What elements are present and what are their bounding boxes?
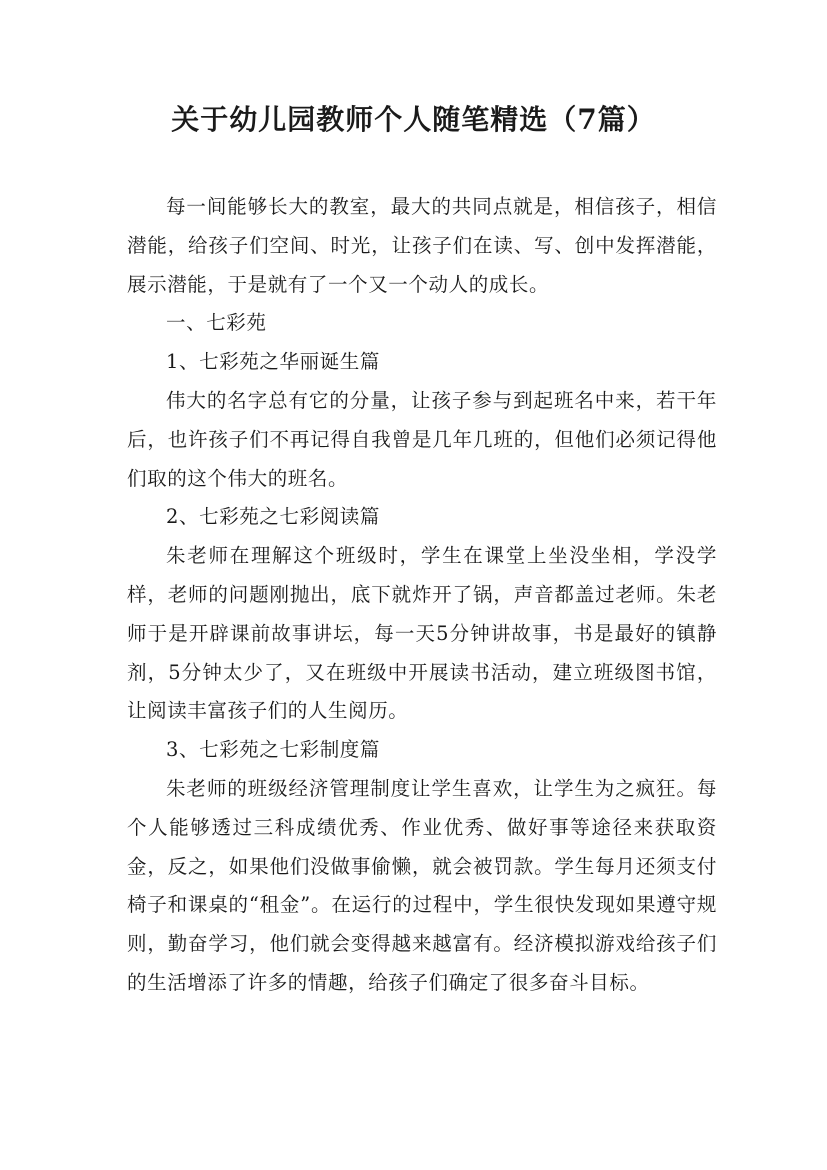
paragraph: 朱老师的班级经济管理制度让学生喜欢，让学生为之疯狂。每个人能够透过三科成绩优秀、作业优秀、做好事等途径来获取资金，反之，如果他们没做事偷懒，就会被罚款。学生每月还须支付椅子和课桌的“租金”。在运行的过程中，学生很快发现如果遵守规则，勤奋学习，他们就会变得越来越富有。经济模拟游戏给孩子们的生活增添了许多的情趣，给孩子们确定了很多奋斗目标。 [127,776,717,994]
document-body [127,188,717,1003]
subsection-heading: 2、七彩苑之七彩阅读篇 [166,505,381,529]
subsection-heading: 1、七彩苑之华丽诞生篇 [166,350,381,374]
paragraph: 朱老师在理解这个班级时，学生在课堂上坐没坐相，学没学样，老师的问题刚抛出，底下就炸开了锅，声音都盖过老师。朱老师于是开辟课前故事讲坛，每一天5分钟讲故事，书是最好的镇静剂，5分钟太少了，又在班级中开展读书活动，建立班级图书馆，让阅读丰富孩子们的人生阅历。 [127,544,717,723]
section-heading: 一、七彩苑 [166,311,267,335]
paragraph-intro: 每一间能够长大的教室，最大的共同点就是，相信孩子，相信潜能，给孩子们空间、时光，让孩子们在读、写、创中发挥潜能，展示潜能，于是就有了一个又一个动人的成长。 [127,195,717,296]
document-title: 关于幼儿园教师个人随笔精选（7篇） [171,103,656,136]
paragraph: 伟大的名字总有它的分量，让孩子参与到起班名中来，若干年后，也许孩子们不再记得自我曾是几年几班的，但他们必须记得他们取的这个伟大的班名。 [127,388,717,490]
subsection-heading: 3、七彩苑之七彩制度篇 [166,738,381,762]
